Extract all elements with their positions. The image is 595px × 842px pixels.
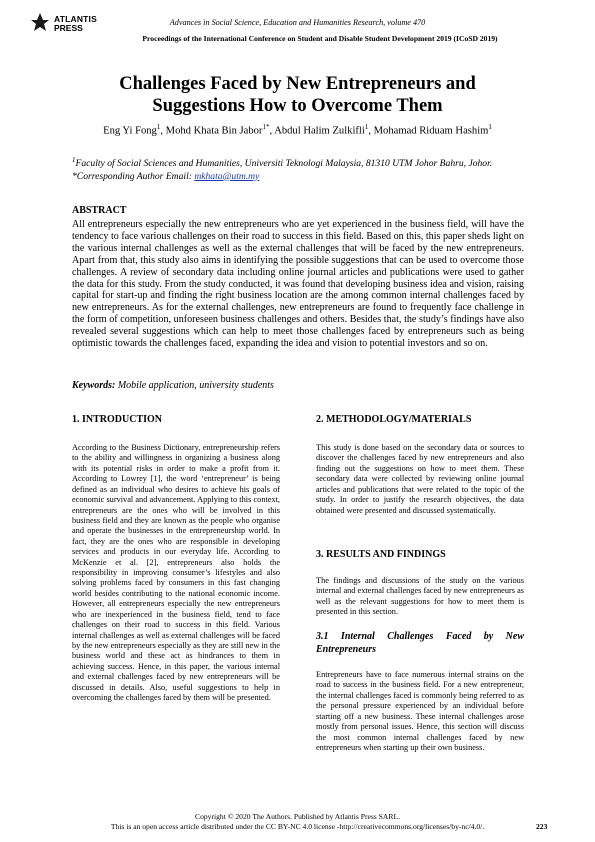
email-link[interactable]: mkhata@utm.my	[194, 170, 260, 182]
corresponding-author	[72, 171, 512, 184]
footer-copyright: Copyright © 2020 The Authors. Published by Atlantis Press SARL.	[195, 812, 400, 821]
intro-text: According to the Business Dictionary, entrepreneurship refers to the ability and willingness in organizing a business along with its potential risks in order to make a profit from it. According to Lowrey [1], the word ‘entrepreneur’ is being defined as an individual who desires to achieve his goals of economic survival and advancement. Applying to this context, entrepreneurs are the ones who will be involved in this business field and they are known as the people who organise and operate the businesses in the entrepreneurship world. In fact, they are the ones who are responsible in developing services and products in our everyday life. According to McKenzie et al. [2], entrepreneurs also holds the responsibility in improving consumer’s lifestyles and also solving problems faced by consumers in this fast changing world besides contributing to the national economic income. However, all entrepreneurs especially the new entrepreneurs who are inexperienced in the business field, tend to face challenges on their road to success in this field. Various internal challenges as well as external challenges will be faced by the new entrepreneurs especially as they are still new in the business world and these act as hindrances to them in achieving success. Hence, in this paper, the various internal and external challenges faced by new entrepreneurs will be discussed in details. Also, useful suggestions to help in overcoming the challenges faced by them will be presented.	[72, 443, 280, 703]
keywords-line	[72, 380, 524, 391]
title-line-1: Challenges Faced by New Entrepreneurs and	[119, 74, 476, 94]
journal-header: Advances in Social Science, Education and Humanities Research, volume 470	[169, 18, 426, 27]
affiliation-text	[72, 154, 512, 171]
methodology-text: This study is done based on the secondary data or sources to discover the challenges faced by new entrepreneurs and also finding out the suggestions on how to meet them. These secondary data were collected by reviewing online journal articles and publications that were related to the topic of the study. In order to justify the research objectives, the data obtained were presented and discussed systematically.	[316, 443, 524, 515]
intro-heading: 1. INTRODUCTION	[72, 414, 163, 425]
author-1-affil: 1	[156, 123, 161, 131]
affiliation-line: Faculty of Social Sciences and Humanities, Universiti Teknologi Malaysia, 81310 UTM Johor Bahru, Johor.	[75, 158, 493, 170]
subsection-heading: 3.1 Internal Challenges Faced by New Entrepreneurs	[316, 631, 524, 655]
results-heading: 3. RESULTS AND FINDINGS	[316, 549, 446, 560]
title-line-2: Suggestions How to Overcome Them	[152, 96, 443, 116]
subsection-text: Entrepreneurs have to face numerous internal strains on the road to success in the business field. For a new entrepreneur, the internal challenges faced is commonly being referred to as the personal pressure experienced by an individual before starting off a new business. These internal challenges arose mostly from personal issues. Hence, this section will discuss the most common internal challenges faced by new entrepreneurs when starting up their own business.	[316, 670, 524, 752]
page-number: 223	[536, 822, 548, 831]
author-3-affil: 1	[364, 123, 369, 131]
abstract-heading: ABSTRACT	[72, 205, 127, 216]
results-text: The findings and discussions of the study on the various internal and external challenges faced by new entrepreneurs as well as the relevant suggestions for how to meet them is presented in this section.	[316, 576, 524, 617]
affiliation-block	[72, 154, 512, 183]
methodology-heading: 2. METHODOLOGY/MATERIALS	[316, 414, 472, 425]
author-4: Mohamad Riduam Hashim	[373, 125, 489, 137]
author-4-affil: 1	[488, 123, 492, 131]
keywords-label: Keywords:	[72, 380, 116, 391]
footer-license: This is an open access article distributed under the CC BY-NC 4.0 license -http://creativecommons.org/licenses/by-nc/4.0/.	[110, 822, 485, 831]
author-list: Eng Yi Fong$^1$, Mohd Khata Bin Jabor$^{1*}$, Abdul Halim Zulkifli$^1$, Mohamad Riduam Hashim$^1$	[103, 123, 492, 137]
keywords-value: Mobile application, university students	[117, 380, 274, 391]
author-2-affil: 1*	[262, 123, 270, 131]
logo-text-line2: PRESS	[54, 23, 83, 33]
proceedings-header: Proceedings of the International Conference on Student and Disable Student Development 2019 (ICoSD 2019)	[142, 34, 498, 43]
author-1: Eng Yi Fong	[103, 125, 157, 137]
corresponding-label: *Corresponding Author Email:	[72, 170, 195, 182]
author-2: Mohd Khata Bin Jabor	[165, 125, 263, 137]
abstract-text: All entrepreneurs especially the new entrepreneurs who are yet experienced in the business field, will have the tendency to face various challenges on their road to success in this field. Based on this, this paper sheds light on the various internal challenges as well as the external challenges that will be faced by the new entrepreneurs. Apart from that, this study also aims in identifying the possible suggestions that can be used to overcome those challenges. A review of secondary data including online journal articles and publications were used to gather the data for this study. From the study conducted, it was found that developing business idea and vision, raising capital for start-up and finding the right business location are the among common internal challenges faced by new entrepreneurs. As for the external challenges, new entrepreneurs are found to frequently face challenge in the form of competition, unforeseen business challenges and others. Besides that, the study’s findings have also revealed several suggestions which can help to meet those challenges faced by entrepreneurs such as being optimistic towards the challenges faced, expanding the idea and vision to potential investors and so on.	[72, 219, 524, 350]
logo-text-line1: ATLANTIS	[54, 14, 97, 24]
author-3: Abdul Halim Zulkifli	[274, 125, 365, 137]
affiliation-sup: 1	[72, 156, 76, 164]
paper-title	[40, 73, 555, 117]
